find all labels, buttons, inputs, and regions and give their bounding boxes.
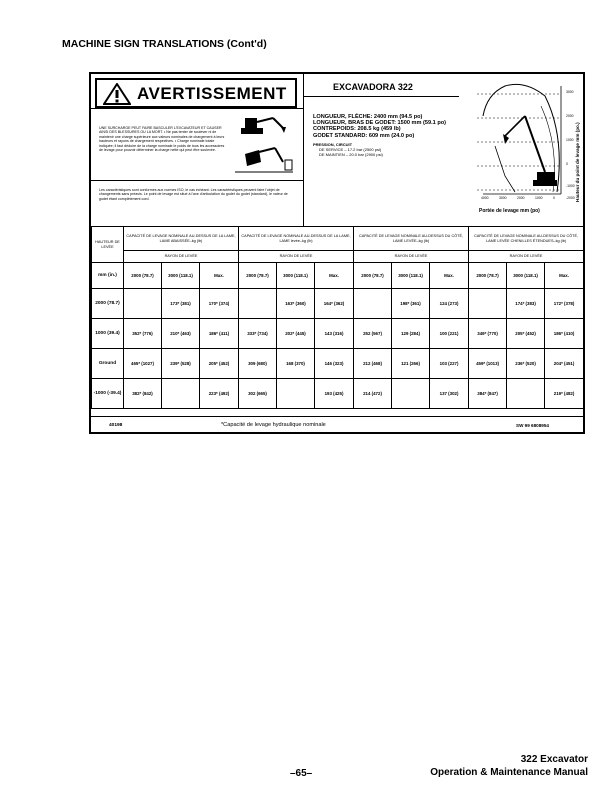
group-header: CAPACITÉ DE LEVAGE NOMINALE AU-DESSUS DE LA LAME, LAME levée–kg (lb) — [239, 227, 354, 251]
table-cell: 333* (734) — [239, 319, 277, 349]
table-cell: 223* (492) — [200, 379, 239, 409]
warning-body: UNE SURCHARGE PEUT FAIRE BASCULER L'EXCAVATEUR ET CAUSER AINSI DES BLESSURES OU LA MORT. • Ne pas tenter de soulever ni de maintenir une charge supérieure aux valeurs nominales de chargement à leurs hauteurs et rayons de chargement respectives. • Charge nominale totale indiquée; il faut déduire de la charge nominale le poids de tous les accessoires de levage pour pouvoir déterminer la charge nette qui peut être soulevée. — [99, 126, 225, 153]
subcolumn-header-row — [92, 263, 584, 289]
table-cell: 170* (374) — [200, 289, 239, 319]
table-cell: 164* (362) — [315, 289, 354, 319]
footer-manual: Operation & Maintenance Manual — [430, 767, 588, 778]
lift-range-diagram — [465, 76, 583, 224]
spec-stick: LONGUEUR, BRAS DE GODET: 1500 mm (59.1 po) — [313, 120, 447, 127]
table-cell — [392, 379, 430, 409]
table-cell: 236* (520) — [507, 349, 545, 379]
radius-label: RAYON DE LEVÉE — [469, 251, 584, 263]
lift-capacity-sign — [89, 72, 585, 434]
table-cell — [239, 289, 277, 319]
radius-label: RAYON DE LEVÉE — [124, 251, 239, 263]
pressure-title: PRESSION, CIRCUIT — [313, 142, 353, 147]
table-cell: 382* (842) — [124, 379, 162, 409]
subcol-3000: 3000 (118.1) — [162, 263, 200, 289]
y-tick-2000: 2000 — [566, 114, 574, 118]
specs-list — [313, 114, 446, 139]
table-cell: 459* (1013) — [469, 349, 507, 379]
subcol-max: Max. — [200, 263, 239, 289]
height-header: HAUTEUR DE LEVÉE — [92, 227, 124, 263]
radius-label: RAYON DE LEVÉE — [239, 251, 354, 263]
table-cell: 252 (567) — [354, 319, 392, 349]
pressure-block — [313, 142, 383, 158]
row-height-label: Ground — [92, 349, 124, 379]
table-cell: 465* (1027) — [124, 349, 162, 379]
radius-label: RAYON DE LEVÉE — [354, 251, 469, 263]
divider-model — [303, 96, 459, 97]
subcol-2000: 2000 (78.7) — [124, 263, 162, 289]
table-cell — [277, 379, 315, 409]
table-cell: 143 (316) — [315, 319, 354, 349]
x-tick-2000: 2000 — [517, 196, 525, 200]
spec-boom: LONGUEUR, FLÈCHE: 2400 mm (94.5 po) — [313, 114, 423, 120]
table-group-header — [92, 227, 584, 251]
table-row — [92, 319, 584, 349]
page-heading: MACHINE SIGN TRANSLATIONS (Cont'd) — [62, 38, 267, 50]
footer-model: 322 Excavator — [520, 754, 588, 765]
subcol-3000: 3000 (118.1) — [277, 263, 315, 289]
table-cell: 384* (847) — [469, 379, 507, 409]
row-height-label: -1000 (-39.4) — [92, 379, 124, 409]
table-cell: 352* (776) — [124, 319, 162, 349]
radius-header-row — [92, 251, 584, 263]
x-tick-4000: 4000 — [481, 196, 489, 200]
table-cell: 204* (451) — [545, 349, 584, 379]
page-number: –65– — [290, 768, 313, 779]
subcol-max: Max. — [430, 263, 469, 289]
table-cell: 121 (266) — [392, 349, 430, 379]
subcol-3000: 3000 (118.1) — [507, 263, 545, 289]
table-cell: 186* (410) — [545, 319, 584, 349]
sign-id: SW 99 6808954 — [516, 423, 549, 428]
table-cell: 309 (680) — [239, 349, 277, 379]
row-height-label: 1000 (39.4) — [92, 319, 124, 349]
spec-counterweight: CONTREPOIDS: 208.5 kg (459 lb) — [313, 126, 401, 133]
table-cell: 172* (378) — [545, 289, 584, 319]
row-height-label: 2000 (78.7) — [92, 289, 124, 319]
table-cell — [162, 379, 200, 409]
subcol-2000: 2000 (78.7) — [469, 263, 507, 289]
table-body — [92, 289, 584, 409]
divider-warning — [91, 108, 303, 109]
divider-footer — [91, 416, 583, 417]
group-header: CAPACITÉ DE LEVAGE NOMINALE AU-DESSUS DU CÔTÉ, LAME LEVÉE–kg (lb) — [354, 227, 469, 251]
table-cell: 137 (302) — [430, 379, 469, 409]
pressure-holding: DE MAINTIEN – 20.0 bar (2900 psi) — [319, 152, 383, 158]
warning-header — [95, 78, 297, 108]
model-title: EXCAVADORA 322 — [333, 82, 413, 92]
table-cell — [124, 289, 162, 319]
table-cell: 349* (770) — [469, 319, 507, 349]
table-cell: 210* (463) — [162, 319, 200, 349]
table-cell: 198* (361) — [392, 289, 430, 319]
table-cell — [354, 289, 392, 319]
table-cell: 173* (381) — [162, 289, 200, 319]
table-row — [92, 289, 584, 319]
table-row — [92, 349, 584, 379]
units-label: mm (in.) — [92, 263, 124, 289]
part-number: 40198 — [109, 423, 123, 428]
table-cell: 174* (383) — [507, 289, 545, 319]
y-tick-1000: 1000 — [566, 138, 574, 142]
subcol-2000: 2000 (78.7) — [239, 263, 277, 289]
excavator-tipping-icon — [231, 114, 297, 176]
warning-title: AVERTISSEMENT — [137, 84, 287, 103]
table-cell: 202* (445) — [277, 319, 315, 349]
y-tick-3000: 3000 — [566, 90, 574, 94]
table-cell: 205* (452) — [200, 349, 239, 379]
subcol-max: Max. — [315, 263, 354, 289]
warning-triangle-icon — [103, 83, 131, 105]
x-tick-1000: 1000 — [535, 196, 543, 200]
table-cell: 214 (472) — [354, 379, 392, 409]
chart-x-label: Portée de levage mm (po) — [479, 208, 540, 214]
subcol-3000: 3000 (118.1) — [392, 263, 430, 289]
table-cell: 103 (227) — [430, 349, 469, 379]
divider-compliance — [91, 180, 303, 181]
table-cell: 186* (411) — [200, 319, 239, 349]
x-tick-3000: 3000 — [499, 196, 507, 200]
chart-y-label: Hauteur du point de levage mm (po.) — [575, 122, 580, 202]
table-cell: 239* (528) — [162, 349, 200, 379]
table-cell: 205* (452) — [507, 319, 545, 349]
y-tick-minus2000: -2000 — [566, 196, 575, 200]
x-tick-0: 0 — [553, 196, 555, 200]
table-cell — [469, 289, 507, 319]
footnote: *Capacité de levage hydraulique nominale — [221, 422, 326, 428]
table-cell: 100 (221) — [430, 319, 469, 349]
table-cell: 193 (425) — [315, 379, 354, 409]
y-tick-0: 0 — [566, 162, 568, 166]
table-cell: 129 (284) — [392, 319, 430, 349]
table-cell: 219* (482) — [545, 379, 584, 409]
table-cell: 163* (360) — [277, 289, 315, 319]
group-header: CAPACITÉ DE LEVAGE NOMINALE AU-DESSUS DU CÔTÉ, LAME LEVÉE CHENILLES ÉTENDUES–kg (lb) — [469, 227, 584, 251]
spec-bucket: GODET STANDARD: 609 mm (24.0 po) — [313, 132, 415, 139]
lift-capacity-table — [91, 226, 584, 409]
subcol-max: Max. — [545, 263, 584, 289]
group-header: CAPACITÉ DE LEVAGE NOMINALE AU-DESSUS DE LA LAME, LAME ABAISSÉE–kg (lb) — [124, 227, 239, 251]
table-cell: 124 (273) — [430, 289, 469, 319]
table-cell: 302 (665) — [239, 379, 277, 409]
y-tick-minus1000: -1000 — [566, 184, 575, 188]
pressure-working: DE SERVICE – 17.2 bar (2500 psi) — [319, 147, 382, 153]
table-row — [92, 379, 584, 409]
subcol-2000: 2000 (78.7) — [354, 263, 392, 289]
compliance-text: Les caractéristiques sont conformes aux normes ISO, le cas échéant. Les caractéristiques peuvent faire l'objet de changements sans préavis. Le point de levage est situé à l'axe d'articulation du godet du godet (standard), le valeur de godet étant complètement cord. — [99, 188, 288, 201]
table-cell: 168 (370) — [277, 349, 315, 379]
table-cell: 212 (468) — [354, 349, 392, 379]
table-cell — [507, 379, 545, 409]
table-cell: 146 (323) — [315, 349, 354, 379]
